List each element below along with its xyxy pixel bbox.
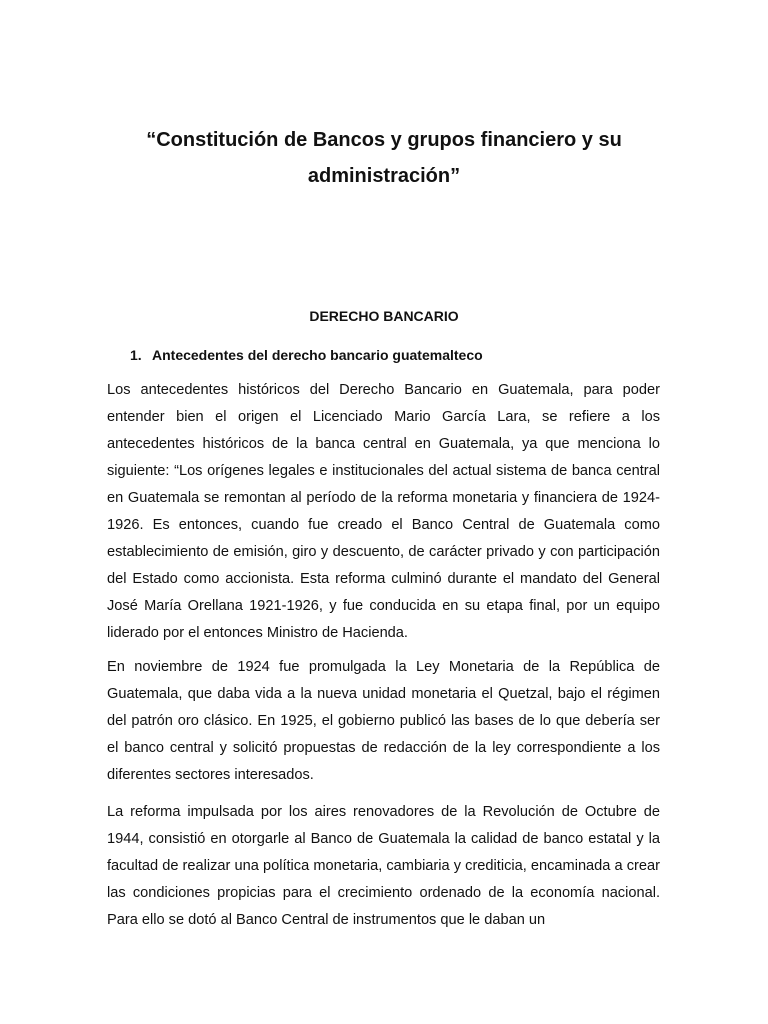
paragraph: La reforma impulsada por los aires renovadores de la Revolución de Octubre de 1944, consistió en otorgarle al Banco de Guatemala la calidad de banco estatal y la facultad de realizar una política monetaria, cambiaria y crediticia, encaminada a crear las condiciones propicias para el crecimiento ordenado de la economía nacional. Para ello se dotó al Banco Central de instrumentos que le daban un (107, 804, 660, 928)
paragraph: Los antecedentes históricos del Derecho Bancario en Guatemala, para poder entender bien el origen el Licenciado Mario García Lara, se refiere a los antecedentes históricos de la banca central en Guatemala, ya que menciona lo siguiente: “Los orígenes legales e institucionales del actual sistema de banca central en Guatemala se remontan al período de la reforma monetaria y financiera de 1924-1926. Es entonces, cuando fue creado el Banco Central de Guatemala como establecimiento de emisión, giro y descuento, de carácter privado y con participación del Estado como accionista. Esta reforma culminó durante el mandato del General José María Orellana 1921-1926, y fue conducida en su etapa final, por un equipo liderado por el entonces Ministro de Hacienda. (107, 382, 660, 641)
document-title: “Constitución de Bancos y grupos financiero y su administración” (146, 129, 622, 187)
subsection-heading (130, 345, 483, 365)
paragraph: En noviembre de 1924 fue promulgada la Ley Monetaria de la República de Guatemala, que daba vida a la nueva unidad monetaria el Quetzal, bajo el régimen del patrón oro clásico. En 1925, el gobierno publicó las bases de lo que debería ser el banco central y solicitó propuestas de redacción de la ley correspondiente a los diferentes sectores interesados. (107, 659, 660, 783)
subsection-number: 1. (130, 347, 142, 363)
section-heading: DERECHO BANCARIO (309, 308, 459, 324)
subsection-title: Antecedentes del derecho bancario guatemalteco (152, 347, 483, 363)
